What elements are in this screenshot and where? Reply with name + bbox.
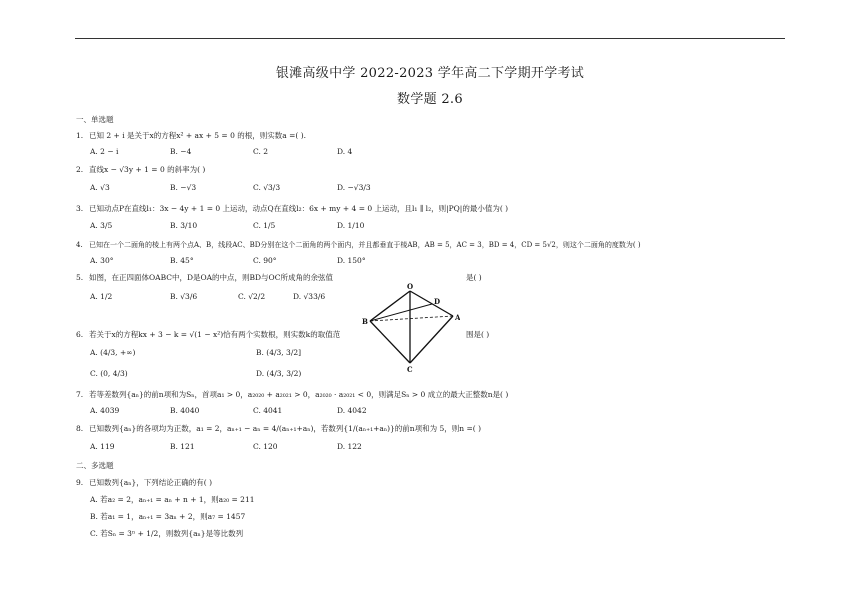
option-a: A. 3/5 [90,221,113,230]
question-text: 若关于x的方程kx + 3 − k = √(1 − x²)恰有两个实数根，则实数k的取值范 [89,330,341,339]
label-b: B [362,317,368,326]
label-d: D [434,297,441,306]
option-b: B. −4 [170,147,192,156]
page-subtitle: 数学题 2.6 [397,92,463,107]
option-b: B. 3/10 [170,221,198,230]
option-d: D. 4 [337,147,353,156]
option-c: C. √2/2 [238,292,266,301]
option-b: B. 45° [170,256,194,265]
question-9-option-a: A. 若a₂ = 2，aₙ₊₁ = aₙ + n + 1，则a₂₀ = 211 [90,495,255,504]
label-a: A [455,313,460,322]
question-number: 5. [76,273,84,282]
question-text: 如图，在正四面体OABC中，D是OA的中点，则BD与OC所成角的余弦值 [89,273,333,282]
question-6-tail: 围是( ) [466,330,490,339]
option-b: B. −√3 [170,183,197,192]
option-d: D. √33/6 [293,292,326,301]
option-c: C. 4041 [253,406,283,415]
question-text: 已知动点P在直线l₁：3x − 4y + 1 = 0 上运动，动点Q在直线l₂：6x + my + 4 = 0 上运动，且l₁ ∥ l₂，则|PQ|的最小值为( ) [89,204,509,213]
option-a: A. (4/3, +∞) [90,348,136,357]
question-number: 9. [76,478,84,487]
question-9-option-c: C. 若Sₙ = 3ⁿ + 1/2，则数列{aₙ}是等比数列 [90,529,244,538]
question-text: 已知在一个二面角的棱上有两个点A、B，线段AC、BD分别在这个二面角的两个面内，并且都垂直于棱AB，AB = 5，AC = 3，BD = 4，CD = 5√2，则这个二面角的度数为( ) [89,241,641,249]
label-c: C [407,365,413,373]
section-multi-choice: 二、多选题 [76,461,114,470]
header-rule [75,38,785,39]
edge-oa [410,291,453,316]
option-d: D. 122 [337,442,362,451]
segment-bd [370,304,432,321]
edge-ob [370,291,410,321]
option-d: D. 150° [337,256,366,265]
option-d: D. 1/10 [337,221,365,230]
option-b: B. 121 [170,442,195,451]
edge-bc [370,321,410,363]
option-a: A. 1/2 [90,292,113,301]
label-o: O [407,283,414,291]
option-d: D. 4042 [337,406,367,415]
question-9 [76,477,212,488]
option-a: A. √3 [90,183,110,192]
option-c: C. 2 [253,147,269,156]
option-a: A. 2 − i [90,147,119,156]
option-c: C. 120 [253,442,278,451]
question-text: 已知 2 + i 是关于x的方程x² + ax + 5 = 0 的根，则实数a =( ). [89,131,307,140]
page-title: 银滩高级中学 2022-2023 学年高二下学期开学考试 [275,66,585,81]
question-number: 4. [76,241,83,249]
edge-ac [410,316,453,363]
question-4 [76,240,641,250]
question-number: 7. [76,390,84,399]
question-number: 6. [76,330,84,339]
question-text: 若等差数列{aₙ}的前n项和为Sₙ，首项a₁ > 0，a₂₀₂₀ + a₂₀₂₁ > 0，a₂₀₂₀ · a₂₀₂₁ < 0，则满足Sₙ > 0 成立的最大正整数n是( ) [89,390,509,399]
option-c: C. (0, 4/3) [90,369,128,378]
option-c: C. 90° [253,256,277,265]
section-single-choice: 一、单选题 [76,115,114,124]
question-6 [76,329,340,340]
option-a: A. 30° [90,256,114,265]
question-1 [76,130,306,141]
option-b: B. (4/3, 3/2] [256,348,302,357]
question-5-tail: 是( ) [466,273,482,282]
tetrahedron-figure [360,283,460,373]
question-text: 已知数列{aₙ}，下列结论正确的有( ) [89,478,212,487]
edge-ab-hidden [370,316,453,321]
option-b: B. √3/6 [170,292,198,301]
option-c: C. 1/5 [253,221,276,230]
question-2 [76,164,205,175]
option-c: C. √3/3 [253,183,281,192]
option-d: D. (4/3, 3/2) [256,369,302,378]
option-a: A. 4039 [90,406,120,415]
question-7 [76,389,508,400]
question-9-option-b: B. 若a₁ = 1，aₙ₊₁ = 3aₙ + 2，则a₇ = 1457 [90,512,246,521]
question-number: 2. [76,165,84,174]
option-a: A. 119 [90,442,115,451]
question-text: 直线x − √3y + 1 = 0 的斜率为( ) [89,165,206,174]
question-number: 3. [76,204,84,213]
option-d: D. −√3/3 [337,183,371,192]
question-3 [76,203,508,214]
question-number: 8. [76,424,84,433]
question-number: 1. [76,131,84,140]
question-5 [76,272,333,283]
option-b: B. 4040 [170,406,200,415]
question-8 [76,423,481,434]
question-text: 已知数列{aₙ}的各项均为正数，a₁ = 2，aₙ₊₁ − aₙ = 4/(aₙ₊₁+aₙ)，若数列{1/(aₙ₊₁+aₙ)}的前n项和为 5，则n =( ) [89,424,481,433]
